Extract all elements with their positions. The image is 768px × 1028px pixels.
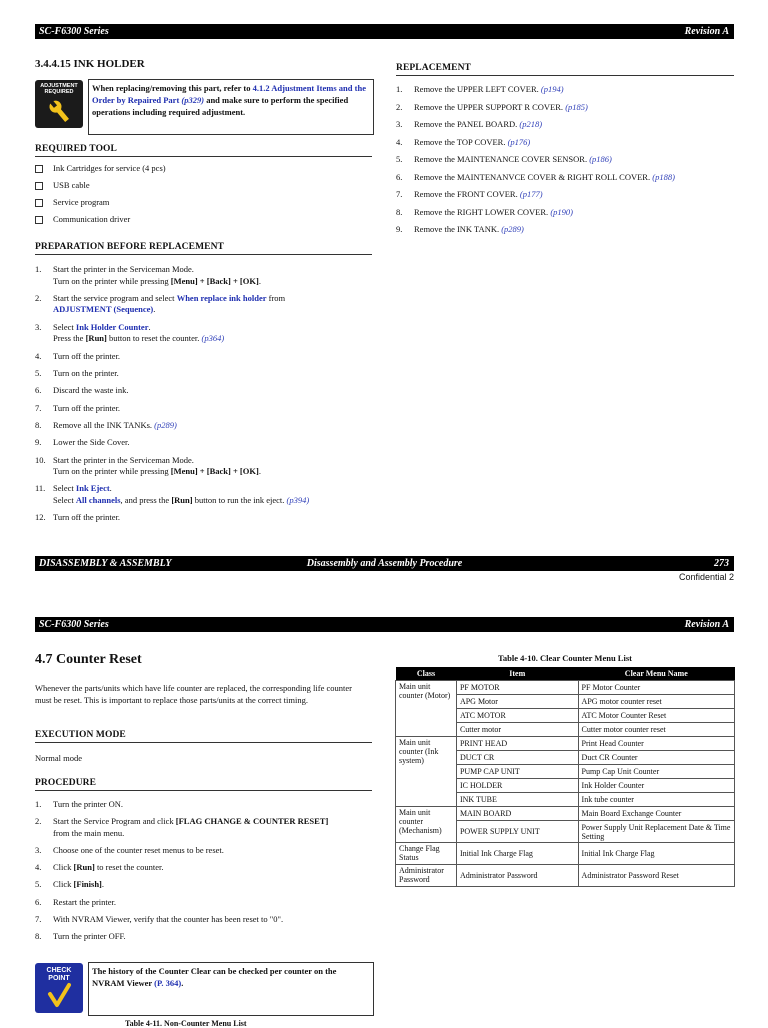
list-item: [35, 862, 372, 874]
step-text: [53, 276, 261, 287]
step-plain: Start the Service Program and click: [53, 816, 176, 827]
list-item: [396, 172, 734, 184]
step-plain: Press the: [53, 333, 86, 344]
step-text: [414, 207, 573, 218]
list-item: [35, 897, 372, 909]
step-bold: [Run]: [85, 333, 107, 344]
step-tail: .: [258, 466, 261, 477]
item-cell: PF MOTOR: [456, 681, 578, 695]
step-text: [53, 293, 285, 304]
series-label: SC-F6300 Series: [39, 619, 109, 630]
list-item: [396, 189, 734, 201]
adjustment-icon-line1: ADJUSTMENT: [40, 83, 78, 89]
step-number: 4.: [35, 350, 42, 361]
divider: [35, 790, 372, 791]
footer-left: DISASSEMBLY & ASSEMBLY: [39, 558, 172, 569]
step-text: [53, 403, 120, 414]
step-tail: , and press the: [120, 494, 172, 505]
item-cell: PUMP CAP UNIT: [456, 765, 578, 779]
step-number: 4.: [396, 136, 403, 147]
step-text: [53, 483, 112, 494]
column-header: Class: [396, 667, 457, 681]
footer-center: Disassembly and Assembly Procedure: [306, 558, 463, 569]
step-plain: Remove the MAINTENANVCE COVER & RIGHT ROLL COVER.: [414, 171, 653, 182]
page-ref-link[interactable]: (p289): [154, 419, 177, 430]
menu-name-cell: Administrator Password Reset: [578, 865, 734, 887]
class-cell: Main unit counter (Motor): [396, 681, 457, 737]
list-item: [396, 137, 734, 149]
step-number: 8.: [396, 206, 403, 217]
page-ref-link[interactable]: (p188): [652, 171, 675, 182]
check-note-body: The history of the Counter Clear can be checked per counter on the NVRAM Viewer: [92, 966, 337, 988]
item-cell: PRINT HEAD: [456, 737, 578, 751]
step-text: [53, 351, 120, 362]
menu-name-cell: APG motor counter reset: [578, 695, 734, 709]
column-header: Clear Menu Name: [578, 667, 734, 681]
step-plain: Remove the RIGHT LOWER COVER.: [414, 206, 551, 217]
step-text: [414, 137, 530, 148]
list-item: [35, 322, 372, 345]
step-tail: to reset the counter.: [94, 862, 164, 873]
check-note-link[interactable]: (P. 364): [154, 978, 182, 988]
checkbox-icon: [35, 216, 43, 224]
step-plain: Select: [53, 321, 76, 332]
adjustment-note-text: [92, 82, 370, 118]
list-item: [35, 914, 372, 926]
step-plain: Turn the printer ON.: [53, 799, 124, 809]
list-item: [396, 102, 734, 114]
list-item: [396, 224, 734, 236]
menu-name-cell: Main Board Exchange Counter: [578, 807, 734, 821]
menu-name-cell: Ink tube counter: [578, 793, 734, 807]
step-text: [53, 437, 129, 448]
step-number: 3.: [35, 845, 42, 855]
menu-name-cell: Duct CR Counter: [578, 751, 734, 765]
menu-name-cell: Pump Cap Unit Counter: [578, 765, 734, 779]
page-ref-link[interactable]: (p394): [286, 494, 310, 505]
table-header-row: [396, 667, 735, 681]
replacement-heading: REPLACEMENT: [396, 63, 471, 73]
step-plain: Start the service program and select: [53, 292, 177, 303]
step-text: [414, 224, 524, 235]
divider: [35, 742, 372, 743]
class-cell: Change Flag Status: [396, 843, 457, 865]
check-icon-line2: POINT: [48, 975, 70, 982]
step-number: 7.: [35, 402, 42, 413]
step-menu-item: Ink Eject: [75, 483, 110, 494]
item-cell: APG Motor: [456, 695, 578, 709]
list-item: [35, 931, 372, 943]
checkbox-icon: [35, 165, 43, 173]
list-item: [35, 368, 372, 380]
tool-label: Communication driver: [53, 214, 131, 224]
menu-name-cell: Power Supply Unit Replacement Date & Time Setting: [578, 821, 734, 843]
item-cell: MAIN BOARD: [456, 807, 578, 821]
tool-item: [35, 197, 166, 214]
step-text: [53, 512, 120, 523]
divider: [35, 156, 372, 157]
step-plain: Remove all the INK TANKs.: [53, 419, 155, 430]
step-text: [53, 495, 309, 506]
step-tail: .: [148, 321, 151, 332]
page1-footer-bar: [35, 556, 734, 571]
confidential-label: Confidential 2: [678, 572, 734, 582]
section-title: INK HOLDER: [73, 58, 145, 70]
step-number: 8.: [35, 419, 42, 430]
step-plain: Start the printer in the Serviceman Mode.: [53, 454, 194, 465]
tool-item: [35, 163, 166, 180]
step-text: [414, 119, 542, 130]
tool-item: [35, 214, 166, 231]
step-menu-item: All channels: [75, 494, 121, 505]
step-number: 2.: [396, 101, 403, 112]
step-number: 6.: [396, 171, 403, 182]
step-number: 3.: [35, 321, 42, 332]
list-item: [35, 420, 372, 432]
list-item: [35, 879, 372, 891]
step-number: 9.: [35, 437, 42, 448]
page-ref-link[interactable]: (p176): [507, 136, 531, 147]
page-ref-link[interactable]: (p289): [501, 224, 524, 234]
step-text: [53, 799, 123, 810]
check-note-box: [88, 962, 374, 1016]
page-ref-link[interactable]: (p186): [589, 154, 612, 164]
step-plain: Click: [53, 879, 74, 890]
adjustment-page-link[interactable]: (p329): [181, 95, 205, 105]
step-number: 1.: [35, 799, 42, 809]
step-plain: Turn off the printer.: [53, 402, 121, 413]
step-number: 5.: [396, 154, 403, 164]
step-number: 6.: [35, 896, 42, 907]
revision-label: Revision A: [684, 26, 729, 37]
step-text: [53, 264, 194, 275]
step-text: [53, 466, 261, 477]
note-before: When replacing/removing this part, refer to: [92, 83, 253, 93]
page-ref-link[interactable]: (p177): [519, 189, 543, 199]
class-cell: Main unit counter (Ink system): [396, 737, 457, 807]
step-plain: Remove the FRONT COVER.: [414, 189, 520, 199]
page-ref-link[interactable]: (p185): [565, 101, 588, 112]
adjustment-note-box: [88, 79, 374, 135]
step-text: [53, 385, 129, 396]
table-row: [396, 865, 735, 887]
step-text: [53, 845, 224, 856]
menu-name-cell: ATC Motor Counter Reset: [578, 709, 734, 723]
step-tail: button to reset the counter.: [106, 333, 202, 344]
step-plain: Choose one of the counter reset menus to be reset.: [53, 845, 224, 855]
checkbox-icon: [35, 182, 43, 190]
step-tail: from: [266, 292, 286, 303]
step-text: [414, 189, 543, 200]
step-number: 1.: [396, 84, 403, 94]
adjustment-link[interactable]: 4.1.2 Adjustment Items and the Order by Repaired Part: [92, 83, 366, 105]
item-cell: ATC MOTOR: [456, 709, 578, 723]
item-cell: Initial Ink Charge Flag: [456, 843, 578, 865]
step-tail: .: [101, 879, 105, 890]
menu-name-cell: Initial Ink Charge Flag: [578, 843, 734, 865]
divider: [396, 75, 734, 76]
step-plain: Discard the waste ink.: [53, 385, 129, 396]
list-item: [35, 437, 372, 449]
step-number: 8.: [35, 931, 42, 941]
step-menu-item: When replace ink holder: [176, 292, 267, 303]
step-number: 7.: [396, 189, 403, 199]
step-number: 5.: [35, 879, 42, 890]
list-item: [35, 799, 372, 811]
execution-heading: EXECUTION MODE: [35, 730, 126, 740]
list-item: [35, 483, 372, 506]
step-text: [53, 862, 164, 873]
step-bold: [FLAG CHANGE & COUNTER RESET]: [175, 816, 329, 827]
class-cell: Main unit counter (Mechanism): [396, 807, 457, 843]
intro-paragraph: Whenever the parts/units which have life counter are replaced, the corresponding life counter must be reset. This is important to replace those parts/units at the correct timing.: [35, 683, 352, 705]
step-bold: [Finish]: [73, 879, 102, 890]
required-tool-list: [35, 163, 166, 231]
revision-label: Revision A: [684, 619, 729, 630]
list-item: [35, 293, 372, 316]
step-text: [414, 84, 564, 95]
list-item: [35, 845, 372, 857]
section-title: 4.7 Counter Reset: [35, 652, 142, 667]
wrench-icon: [35, 80, 83, 128]
step-number: 6.: [35, 385, 42, 396]
step-number: 7.: [35, 913, 42, 924]
class-cell: Administrator Password: [396, 865, 457, 887]
table-caption: Table 4-10. Clear Counter Menu List: [498, 653, 632, 663]
step-text: [53, 931, 126, 942]
table-row: [396, 737, 735, 751]
note-after: and make sure to perform the specified operations including required adjustment.: [92, 95, 349, 117]
menu-name-cell: Cutter motor counter reset: [578, 723, 734, 737]
list-item: [396, 119, 734, 131]
tool-item: [35, 180, 166, 197]
tool-label: USB cable: [53, 180, 90, 190]
page-ref-link[interactable]: (p218): [519, 119, 543, 129]
item-cell: INK TUBE: [456, 793, 578, 807]
page-ref-link[interactable]: (p194): [540, 84, 564, 94]
page1-header-bar: [35, 24, 734, 39]
execution-text: Normal mode: [35, 753, 82, 763]
page-ref-link[interactable]: (p190): [550, 206, 573, 217]
step-plain: Turn off the printer.: [53, 512, 121, 523]
step-menu-item: Ink Holder Counter: [75, 321, 149, 332]
step-number: 1.: [35, 264, 42, 274]
step-plain: Start the printer in the Serviceman Mode.: [53, 264, 194, 274]
list-item: [35, 351, 372, 363]
column-header: Item: [456, 667, 578, 681]
item-cell: DUCT CR: [456, 751, 578, 765]
step-text: [53, 322, 151, 333]
step-tail: .: [109, 483, 112, 494]
page-ref-link[interactable]: (p364): [201, 333, 225, 344]
check-point-icon: [35, 963, 83, 1013]
step-plain: Turn on the printer while pressing: [53, 466, 171, 477]
tool-label: Ink Cartridges for service (4 pcs): [53, 163, 166, 173]
step-bold: [Menu] + [Back] + [OK]: [170, 466, 259, 477]
step-plain: With NVRAM Viewer, verify that the counter has been reset to "0".: [53, 913, 284, 924]
step-menu-item: ADJUSTMENT (Sequence): [53, 304, 154, 315]
preparation-heading: PREPARATION BEFORE REPLACEMENT: [35, 242, 224, 252]
step-plain: Turn on the printer while pressing: [53, 275, 171, 286]
step-number: 5.: [35, 368, 42, 378]
step-plain: Remove the UPPER SUPPORT R COVER.: [414, 101, 566, 112]
step-tail: button to run the ink eject.: [192, 494, 287, 505]
table-row: [396, 681, 735, 695]
step-plain: Remove the UPPER LEFT COVER.: [414, 84, 541, 94]
check-note-text: [92, 965, 370, 989]
step-tail: .: [258, 275, 261, 286]
procedure-heading: PROCEDURE: [35, 778, 97, 788]
step-plain: Lower the Side Cover.: [53, 437, 130, 448]
step-text: [53, 828, 124, 839]
step-text: [53, 914, 283, 925]
step-text: [53, 879, 104, 890]
divider: [35, 254, 372, 255]
step-plain: Select: [53, 483, 76, 494]
list-item: [396, 207, 734, 219]
list-item: [35, 264, 372, 287]
item-cell: Administrator Password: [456, 865, 578, 887]
step-text: [53, 816, 328, 827]
step-bold: [Run]: [171, 494, 193, 505]
list-item: [396, 154, 734, 166]
menu-name-cell: PF Motor Counter: [578, 681, 734, 695]
adjustment-required-icon: [35, 80, 83, 128]
step-plain: from the main menu.: [53, 827, 125, 838]
step-text: [53, 333, 224, 344]
check-icon-line1: CHECK: [46, 967, 72, 974]
step-plain: Click: [53, 862, 74, 873]
step-number: 10.: [35, 454, 46, 465]
step-text: [53, 455, 194, 466]
step-number: 11.: [35, 483, 46, 494]
step-text: [414, 172, 675, 183]
adjustment-icon-line2: REQUIRED: [44, 89, 74, 95]
step-bold: [Run]: [73, 862, 95, 873]
item-cell: POWER SUPPLY UNIT: [456, 821, 578, 843]
checkmark-icon: [35, 963, 83, 1013]
step-plain: Remove the MAINTENANCE COVER SENSOR.: [414, 154, 590, 164]
step-plain: Turn on the printer.: [53, 368, 119, 378]
page-number: 273: [714, 558, 729, 569]
step-number: 12.: [35, 512, 46, 523]
step-number: 2.: [35, 816, 42, 827]
table-row: [396, 843, 735, 865]
list-item: [35, 816, 372, 839]
step-tail: .: [153, 304, 156, 315]
checkbox-icon: [35, 199, 43, 207]
step-plain: Turn the printer OFF.: [53, 931, 126, 941]
clear-counter-table: [395, 667, 735, 887]
step-text: [53, 420, 177, 431]
step-plain: Remove the INK TANK.: [414, 224, 502, 234]
step-bold: [Menu] + [Back] + [OK]: [170, 275, 259, 286]
list-item: [35, 512, 372, 524]
item-cell: Cutter motor: [456, 723, 578, 737]
step-text: [414, 102, 588, 113]
step-text: [53, 304, 155, 315]
section-number: 3.4.4.15: [35, 58, 71, 70]
list-item: [396, 84, 734, 96]
tool-label: Service program: [53, 197, 110, 207]
step-plain: Remove the PANEL BOARD.: [414, 119, 520, 129]
step-number: 3.: [396, 119, 403, 129]
check-note-tail: .: [181, 978, 184, 988]
section-heading: [35, 58, 145, 70]
table-row: [396, 807, 735, 821]
menu-name-cell: Ink Holder Counter: [578, 779, 734, 793]
item-cell: IC HOLDER: [456, 779, 578, 793]
step-number: 9.: [396, 224, 403, 234]
step-text: [414, 154, 612, 165]
list-item: [35, 385, 372, 397]
menu-name-cell: Print Head Counter: [578, 737, 734, 751]
page2-header-bar: [35, 617, 734, 632]
list-item: [35, 455, 372, 478]
required-tool-heading: REQUIRED TOOL: [35, 144, 117, 154]
step-plain: Restart the printer.: [53, 896, 117, 907]
step-plain: Select: [53, 494, 76, 505]
list-item: [35, 403, 372, 415]
step-number: 4.: [35, 862, 42, 873]
step-plain: Remove the TOP COVER.: [414, 136, 508, 147]
step-text: [53, 897, 116, 908]
series-label: SC-F6300 Series: [39, 26, 109, 37]
step-plain: Turn off the printer.: [53, 350, 121, 361]
bottom-table-caption: Table 4-11. Non-Counter Menu List: [125, 1019, 247, 1028]
step-text: [53, 368, 119, 379]
step-number: 2.: [35, 292, 42, 303]
